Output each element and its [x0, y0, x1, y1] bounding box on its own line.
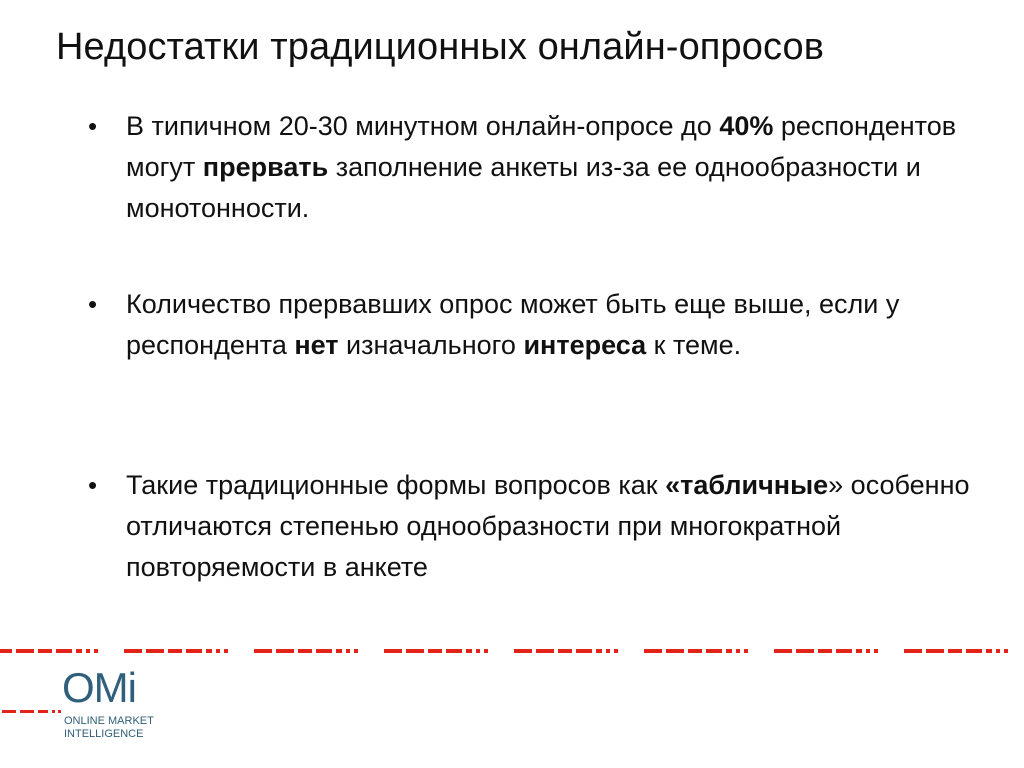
dashed-divider [0, 642, 1024, 660]
bullet-emphasis: прервать [202, 152, 329, 182]
bullet-text [126, 106, 998, 229]
bullet-marker: • [88, 470, 98, 500]
bullet-run: респондентов могут [126, 111, 957, 182]
logo-wordmark: OMi [62, 664, 136, 711]
bullet-run: » особенно отличаются степенью однообразности при многократной повторяемости в анкете [126, 470, 970, 582]
bullet-marker: • [88, 111, 98, 141]
logo-line-2: INTELLIGENCE [64, 728, 144, 740]
bullet-run: изначального [338, 330, 524, 360]
bullet-run: к теме. [646, 330, 742, 360]
bullet-emphasis: 40% [719, 111, 774, 141]
bullet-run: В типичном 20-30 минутном онлайн-опросе до [126, 111, 720, 141]
bullet-run: заполнение анкеты из-за ее однообразности и монотонности. [126, 152, 921, 223]
logo-line-1: ONLINE MARKET [64, 715, 154, 727]
bullet-emphasis: «табличные [665, 470, 829, 500]
bullet-run: Количество прервавших опрос может быть еще выше, если у респондента [126, 289, 900, 360]
bullet-marker: • [88, 289, 98, 319]
bullet-text [126, 465, 998, 588]
bullet-emphasis: нет [294, 330, 339, 360]
bullet-emphasis: интереса [523, 330, 647, 360]
bullet-run: Такие традиционные формы вопросов как [126, 470, 666, 500]
logo-dash-icon [2, 710, 82, 713]
slide-title: Недостатки традиционных онлайн-опросов [56, 26, 824, 68]
bullet-text [126, 284, 998, 366]
